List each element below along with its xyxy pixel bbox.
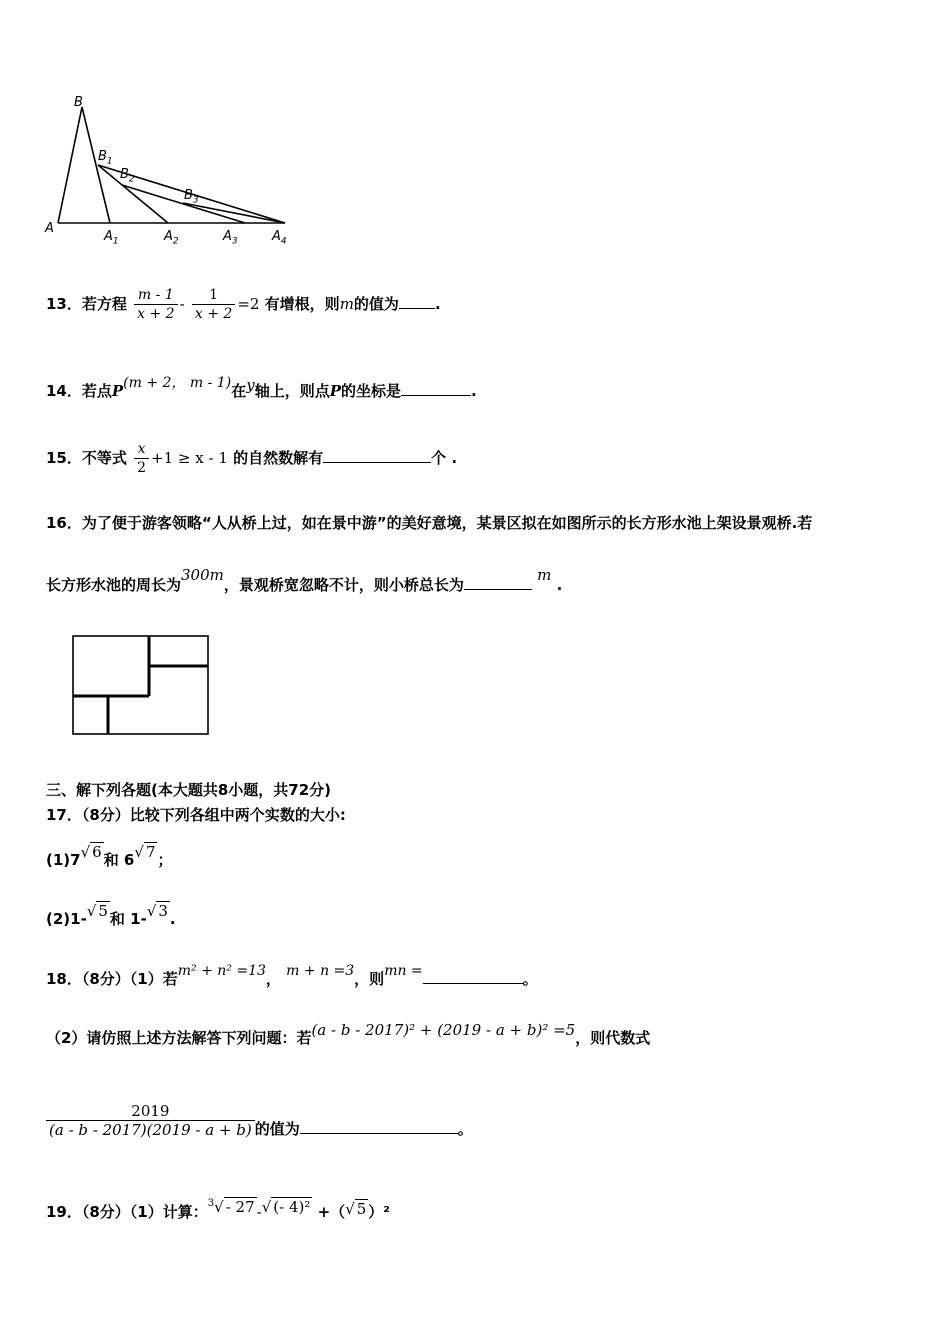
label-B1: $B_1$	[98, 149, 113, 167]
side-AB	[58, 107, 82, 223]
question-13: 13．若方程 $\frac{m - 1}{x + 2}$ - $\frac{1}{x + 2}$ =2 有增根，则m的值为 .	[46, 287, 441, 322]
question-16-line2: 长方形水池的周长为300m，景观桥宽忽略不计，则小桥总长为 m .	[46, 566, 563, 594]
label-A3: $A_3$	[223, 229, 238, 247]
question-16-line1: 16．为了便于游客领略“人从桥上过，如在景中游”的美好意境，某景区拟在如图所示的长方形水池上架设景观桥.若	[46, 514, 813, 532]
sqrt-6: √ 6	[80, 843, 102, 861]
label-A: A	[45, 221, 54, 236]
label-B3: $B_3$	[184, 188, 199, 206]
fraction-2019: $\frac{2019}{(a - b - 2017)(2019 - a + b)}$	[46, 1102, 255, 1139]
answer-blank-15[interactable]	[323, 448, 431, 463]
label-A2: $A_2$	[164, 229, 179, 247]
triangle-svg	[40, 95, 300, 250]
question-18-fraction: $\frac{2019}{(a - b - 2017)(2019 - a + b)}$ 的值为 。	[46, 1102, 473, 1139]
label-A4: $A_4$	[272, 229, 287, 247]
label-B2: $B_2$	[120, 167, 135, 185]
answer-blank-13[interactable]	[399, 294, 435, 309]
sqrt-5: √ 5	[86, 902, 108, 920]
label-B: B	[74, 95, 83, 110]
sqrt-3: √ 3	[146, 902, 168, 920]
pool-outline	[73, 636, 208, 734]
fraction-2: $\frac{1}{x + 2}$	[192, 286, 235, 323]
question-19: 19．（8分）（1）计算：$^3$√ - 27 -√ (- 4)² +（√ 5 ）²	[46, 1198, 390, 1223]
pool-figure	[70, 632, 215, 740]
sqrt-5-b: √ 5	[345, 1200, 367, 1218]
question-17-part1: (1)7√ 6 和 6√ 7 ；	[46, 843, 173, 869]
question-18-part1: 18．（8分）（1）若m² + n² =13， m + n =3，则mn = 。	[46, 963, 538, 988]
question-17-head: 17．（8分）比较下列各组中两个实数的大小:	[46, 806, 346, 824]
sqrt-7: √ 7	[134, 843, 156, 861]
fraction-x-over-2: $\frac{x}{2}$	[134, 440, 149, 477]
question-17-part2: (2)1-√ 5 和 1-√ 3 .	[46, 902, 176, 928]
section-3-title: 三、解下列各题(本大题共8小题，共72分)	[46, 781, 332, 799]
answer-blank-18a[interactable]	[423, 969, 523, 984]
question-14: 14．若点P(m + 2， m - 1)在y轴上，则点P的坐标是 .	[46, 375, 477, 400]
answer-blank-16[interactable]	[464, 575, 532, 590]
sqrt-neg4-squared: √ (- 4)²	[261, 1198, 311, 1216]
answer-blank-14[interactable]	[401, 381, 471, 396]
label-A1: $A_1$	[104, 229, 119, 247]
cube-root: $^3$√ - 27	[207, 1198, 255, 1216]
question-15: 15．不等式 $\frac{x}{2}$ +1 ≥ x - 1 的自然数解有 个 .	[46, 441, 458, 476]
question-18-part2: （2）请仿照上述方法解答下列问题：若(a - b - 2017)² + (2019 - a + b)² =5，则代数式	[46, 1021, 651, 1047]
fraction-1: $\frac{m - 1}{x + 2}$	[134, 286, 177, 323]
triangle-figure	[40, 95, 300, 250]
pool-svg	[70, 632, 215, 740]
answer-blank-18b[interactable]	[300, 1119, 458, 1134]
